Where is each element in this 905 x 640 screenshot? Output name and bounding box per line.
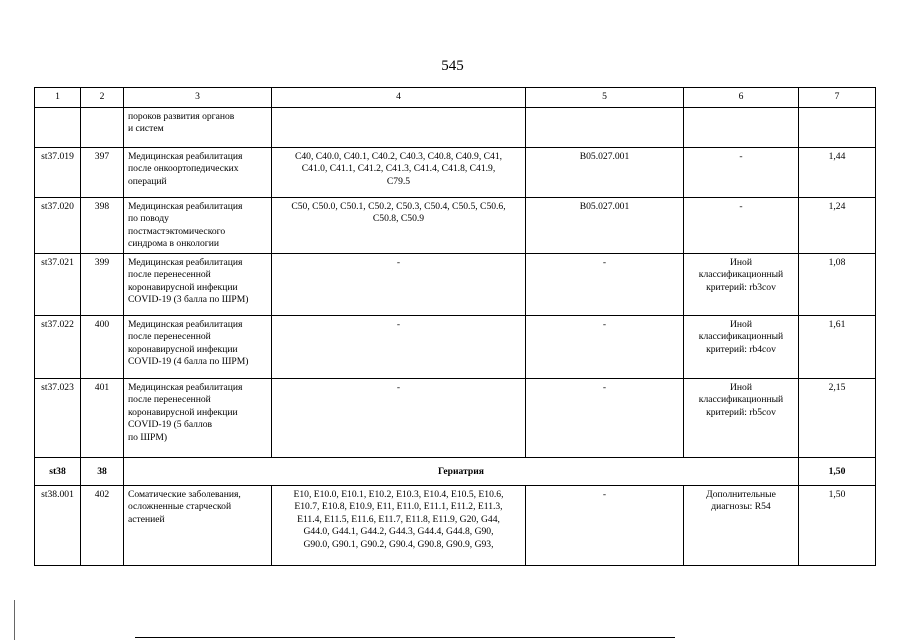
name-cell-line: Медицинская реабилитация: [128, 201, 243, 212]
number-cell: 401: [81, 379, 124, 458]
diagnosis-codes-cell-line: E10, E10.0, E10.1, E10.2, E10.3, E10.4, E10.5, E10.6,: [293, 489, 504, 500]
header-cell-1: 1: [35, 88, 81, 108]
coefficient-cell: 2,15: [799, 379, 876, 458]
header-cell-6: 6: [684, 88, 799, 108]
name-cell: [124, 198, 272, 254]
service-codes-cell: [526, 148, 684, 198]
criteria-cell-line: диагнозы: R54: [711, 501, 771, 513]
code-cell: [35, 108, 81, 148]
criteria-cell-line: Иной: [730, 257, 752, 268]
name-cell-line: COVID-19 (3 балла по ШРМ): [128, 294, 249, 306]
diagnosis-codes-cell: [272, 254, 526, 316]
table-body: [35, 88, 876, 566]
service-codes-cell-line: -: [602, 319, 607, 330]
coefficient-cell: 1,44: [799, 148, 876, 198]
criteria-cell: [684, 486, 799, 566]
number-cell: 400: [81, 316, 124, 379]
header-cell-3: 3: [124, 88, 272, 108]
name-cell-line: после перенесенной: [128, 331, 211, 343]
table-row: [35, 148, 876, 198]
group-number: 38: [81, 458, 124, 486]
criteria-cell: [684, 148, 799, 198]
service-codes-cell: [526, 486, 684, 566]
name-cell-line: постмастэктомического: [128, 225, 226, 237]
name-cell-line: COVID-19 (5 баллов: [128, 419, 213, 431]
code-cell: st37.019: [35, 148, 81, 198]
tariff-table: [34, 87, 876, 566]
diagnosis-codes-cell-line: E10.7, E10.8, E10.9, E11, E11.0, E11.1, E11.2, E11.3,: [294, 501, 503, 513]
service-codes-cell: [526, 108, 684, 148]
diagnosis-codes-cell: [272, 316, 526, 379]
diagnosis-codes-cell: [272, 148, 526, 198]
coefficient-cell: 1,24: [799, 198, 876, 254]
diagnosis-codes-cell-line: C50.8, C50.9: [372, 213, 425, 225]
continuation-row: [35, 108, 876, 148]
name-cell-line: синдрома в онкологии: [128, 238, 219, 250]
diagnosis-codes-cell-line: G44.0, G44.1, G44.2, G44.3, G44.4, G44.8, G90,: [303, 526, 494, 538]
number-cell: 399: [81, 254, 124, 316]
diagnosis-codes-cell-line: C40, C40.0, C40.1, C40.2, C40.3, C40.8, C40.9, C41,: [294, 151, 503, 162]
name-cell-line: и систем: [128, 123, 164, 135]
service-codes-cell-line: B05.027.001: [579, 201, 630, 212]
name-cell-line: Медицинская реабилитация: [128, 257, 243, 268]
number-cell: 402: [81, 486, 124, 566]
name-cell-line: коронавирусной инфекции: [128, 406, 238, 418]
name-cell-line: по поводу: [128, 213, 169, 225]
name-cell: [124, 316, 272, 379]
name-cell: [124, 148, 272, 198]
name-cell: [124, 254, 272, 316]
code-cell: st37.020: [35, 198, 81, 254]
table-row: [35, 486, 876, 566]
service-codes-cell: [526, 254, 684, 316]
name-cell-line: пороков развития органов: [128, 111, 235, 122]
edge-mark: [14, 600, 15, 640]
diagnosis-codes-cell: [272, 379, 526, 458]
criteria-cell-line: классификационный: [698, 331, 784, 343]
header-cell-5: 5: [526, 88, 684, 108]
group-code: st38: [35, 458, 81, 486]
criteria-cell-line: Иной: [730, 319, 752, 330]
service-codes-cell-line: -: [602, 489, 607, 500]
table-row: [35, 198, 876, 254]
name-cell: [124, 108, 272, 148]
diagnosis-codes-cell-line: C50, C50.0, C50.1, C50.2, C50.3, C50.4, C50.5, C50.6,: [291, 201, 506, 212]
name-cell-line: Медицинская реабилитация: [128, 382, 243, 393]
name-cell-line: коронавирусной инфекции: [128, 281, 238, 293]
coefficient-cell: [799, 108, 876, 148]
diagnosis-codes-cell-line: G90.0, G90.1, G90.2, G90.4, G90.8, G90.9, G93,: [303, 538, 494, 550]
diagnosis-codes-cell-line: C79.5: [386, 175, 411, 187]
number-cell: 397: [81, 148, 124, 198]
diagnosis-codes-cell: [272, 198, 526, 254]
service-codes-cell-line: B05.027.001: [579, 151, 630, 162]
name-cell: [124, 379, 272, 458]
criteria-cell-line: критерий: rb5cov: [706, 406, 776, 418]
table-row: [35, 316, 876, 379]
service-codes-cell: [526, 198, 684, 254]
diagnosis-codes-cell-line: -: [396, 319, 401, 330]
diagnosis-codes-cell: [272, 108, 526, 148]
criteria-cell: [684, 316, 799, 379]
service-codes-cell-line: -: [602, 257, 607, 268]
name-cell-line: операций: [128, 175, 167, 187]
table-row: [35, 254, 876, 316]
criteria-cell: [684, 254, 799, 316]
name-cell-line: после перенесенной: [128, 394, 211, 406]
service-codes-cell: [526, 379, 684, 458]
name-cell-line: Соматические заболевания,: [128, 489, 241, 500]
header-cell-7: 7: [799, 88, 876, 108]
name-cell: [124, 486, 272, 566]
diagnosis-codes-cell-line: C41.0, C41.1, C41.2, C41.3, C41.4, C41.8, C41.9,: [301, 163, 496, 175]
criteria-cell-line: критерий: rb4cov: [706, 343, 776, 355]
criteria-cell: [684, 198, 799, 254]
criteria-cell-line: Иной: [730, 382, 752, 393]
diagnosis-codes-cell: [272, 486, 526, 566]
code-cell: st38.001: [35, 486, 81, 566]
name-cell-line: осложненные старческой: [128, 501, 232, 513]
criteria-cell-line: -: [739, 201, 743, 212]
name-cell-line: Медицинская реабилитация: [128, 319, 243, 330]
header-cell-4: 4: [272, 88, 526, 108]
criteria-cell-line: классификационный: [698, 394, 784, 406]
name-cell-line: астенией: [128, 513, 165, 525]
code-cell: st37.023: [35, 379, 81, 458]
diagnosis-codes-cell-line: -: [396, 257, 401, 268]
coefficient-cell: 1,61: [799, 316, 876, 379]
service-codes-cell-line: -: [602, 382, 607, 393]
criteria-cell-line: критерий: rb3cov: [706, 281, 776, 293]
coefficient-cell: 1,08: [799, 254, 876, 316]
criteria-cell-line: -: [739, 151, 743, 162]
name-cell-line: коронавирусной инфекции: [128, 343, 238, 355]
number-cell: [81, 108, 124, 148]
criteria-cell-line: Дополнительные: [706, 489, 776, 500]
group-coefficient: 1,50: [799, 458, 876, 486]
coefficient-cell: 1,50: [799, 486, 876, 566]
group-row: [35, 458, 876, 486]
criteria-cell: [684, 379, 799, 458]
name-cell-line: после онкоортопедических: [128, 163, 239, 175]
criteria-cell: [684, 108, 799, 148]
name-cell-line: Медицинская реабилитация: [128, 151, 243, 162]
name-cell-line: по ШРМ): [128, 431, 168, 443]
bottom-rule: [135, 637, 675, 638]
diagnosis-codes-cell-line: -: [396, 382, 401, 393]
name-cell-line: COVID-19 (4 балла по ШРМ): [128, 356, 249, 368]
header-cell-2: 2: [81, 88, 124, 108]
table-row: [35, 379, 876, 458]
code-cell: st37.021: [35, 254, 81, 316]
number-cell: 398: [81, 198, 124, 254]
criteria-cell-line: классификационный: [698, 269, 784, 281]
page-number: 545: [441, 58, 464, 74]
header-row: [35, 88, 876, 108]
name-cell-line: после перенесенной: [128, 269, 211, 281]
service-codes-cell: [526, 316, 684, 379]
code-cell: st37.022: [35, 316, 81, 379]
group-title: Гериатрия: [124, 458, 799, 486]
diagnosis-codes-cell-line: E11.4, E11.5, E11.6, E11.7, E11.8, E11.9, G20, G44,: [297, 513, 500, 525]
